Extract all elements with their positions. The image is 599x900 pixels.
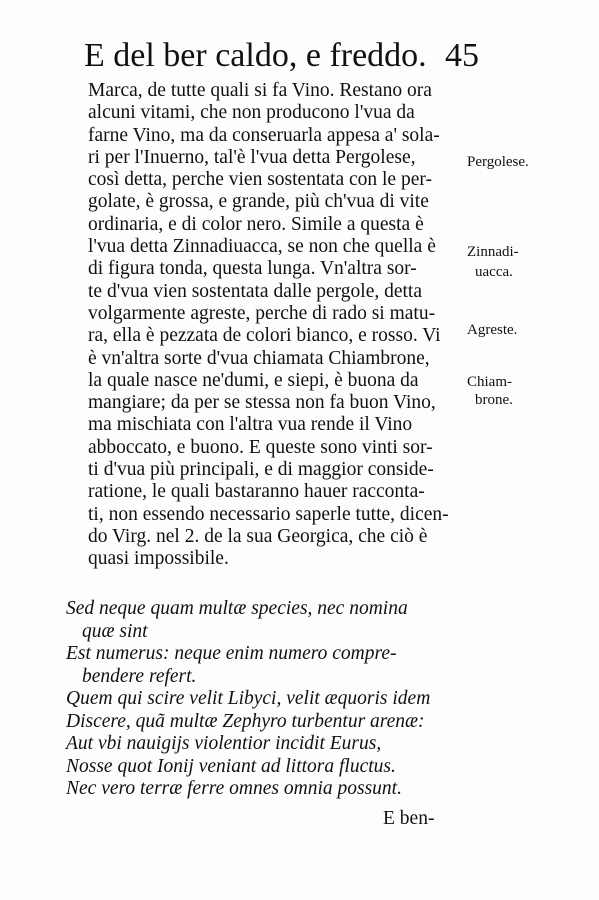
body-line: golate, è grossa, e grande, più ch'vua di vite (88, 191, 429, 213)
body-line: quasi impossibile. (88, 548, 229, 570)
body-line: Marca, de tutte quali si fa Vino. Restano ora (88, 80, 432, 101)
body-line: alcuni vitami, che non producono l'vua da (88, 102, 415, 124)
margin-note-pergolese: Pergolese. (467, 154, 529, 170)
body-line: ratione, le quali bastaranno hauer racconta- (88, 481, 425, 503)
body-line: la quale nasce ne'dumi, e siepi, è buona da (88, 369, 419, 391)
margin-note-chiambrone-cont: brone. (475, 392, 513, 408)
body-line: così detta, perche vien sostentata con le per- (88, 169, 432, 191)
verse-line: Est numerus: neque enim numero compre- (66, 643, 397, 664)
verse-line: Aut vbi nauigijs violentior incidit Eurus, (66, 733, 382, 754)
verse-line: Nec vero terræ ferre omnes omnia possunt. (66, 778, 402, 799)
margin-note-zinnadiuacca: Zinnadi- (467, 244, 519, 260)
body-line: ra, ella è pezzata de colori bianco, e rosso. Vi (88, 325, 441, 347)
body-line: di figura tonda, questa lunga. Vn'altra sor- (88, 258, 417, 280)
body-text (88, 80, 468, 571)
body-line: ti, non essendo necessario saperle tutte, dicen- (88, 503, 449, 525)
body-line: farne Vino, ma da conseruarla appesa a' sola- (88, 124, 440, 146)
margin-note-zinnadiuacca-cont: uacca. (475, 264, 513, 280)
body-line: mangiare; da per se stessa non fa buon Vino, (88, 392, 436, 414)
verse-quotation (66, 598, 466, 801)
page-header (84, 34, 479, 80)
body-line: volgarmente agreste, perche di rado si matu- (88, 302, 436, 324)
verse-line: Sed neque quam multæ species, nec nomina (66, 598, 408, 619)
catchword: E ben- (383, 808, 435, 829)
verse-line: quæ sint (82, 620, 148, 642)
verse-line: Nosse quot Ionij veniant ad littora fluctus. (66, 755, 396, 777)
verse-line: bendere refert. (82, 665, 197, 687)
body-line: abboccato, e buono. E queste sono vinti sor- (88, 436, 433, 458)
body-line: do Virg. nel 2. de la sua Georgica, che ciò è (88, 525, 428, 547)
body-line: ri per l'Inuerno, tal'è l'vua detta Pergolese, (88, 146, 416, 168)
running-head: E del ber caldo, e freddo. (84, 37, 427, 74)
verse-line: Quem qui scire velit Libyci, velit æquoris idem (66, 688, 431, 709)
page-number: 45 (445, 37, 479, 74)
body-line: ma mischiata con l'altra vua rende il Vino (88, 414, 413, 436)
body-line: ti d'vua più principali, e di maggior conside- (88, 459, 434, 481)
body-line: te d'vua vien sostentata dalle pergole, detta (88, 280, 422, 302)
margin-note-chiambrone: Chiam- (467, 374, 512, 390)
body-line: ordinaria, e di color nero. Simile a questa è (88, 213, 424, 235)
body-line: è vn'altra sorte d'vua chiamata Chiambrone, (88, 347, 430, 369)
body-line: l'vua detta Zinnadiuacca, se non che quella è (88, 236, 436, 258)
margin-note-agreste: Agreste. (467, 322, 518, 338)
verse-line: Discere, quã multæ Zephyro turbentur arenæ: (66, 710, 425, 732)
